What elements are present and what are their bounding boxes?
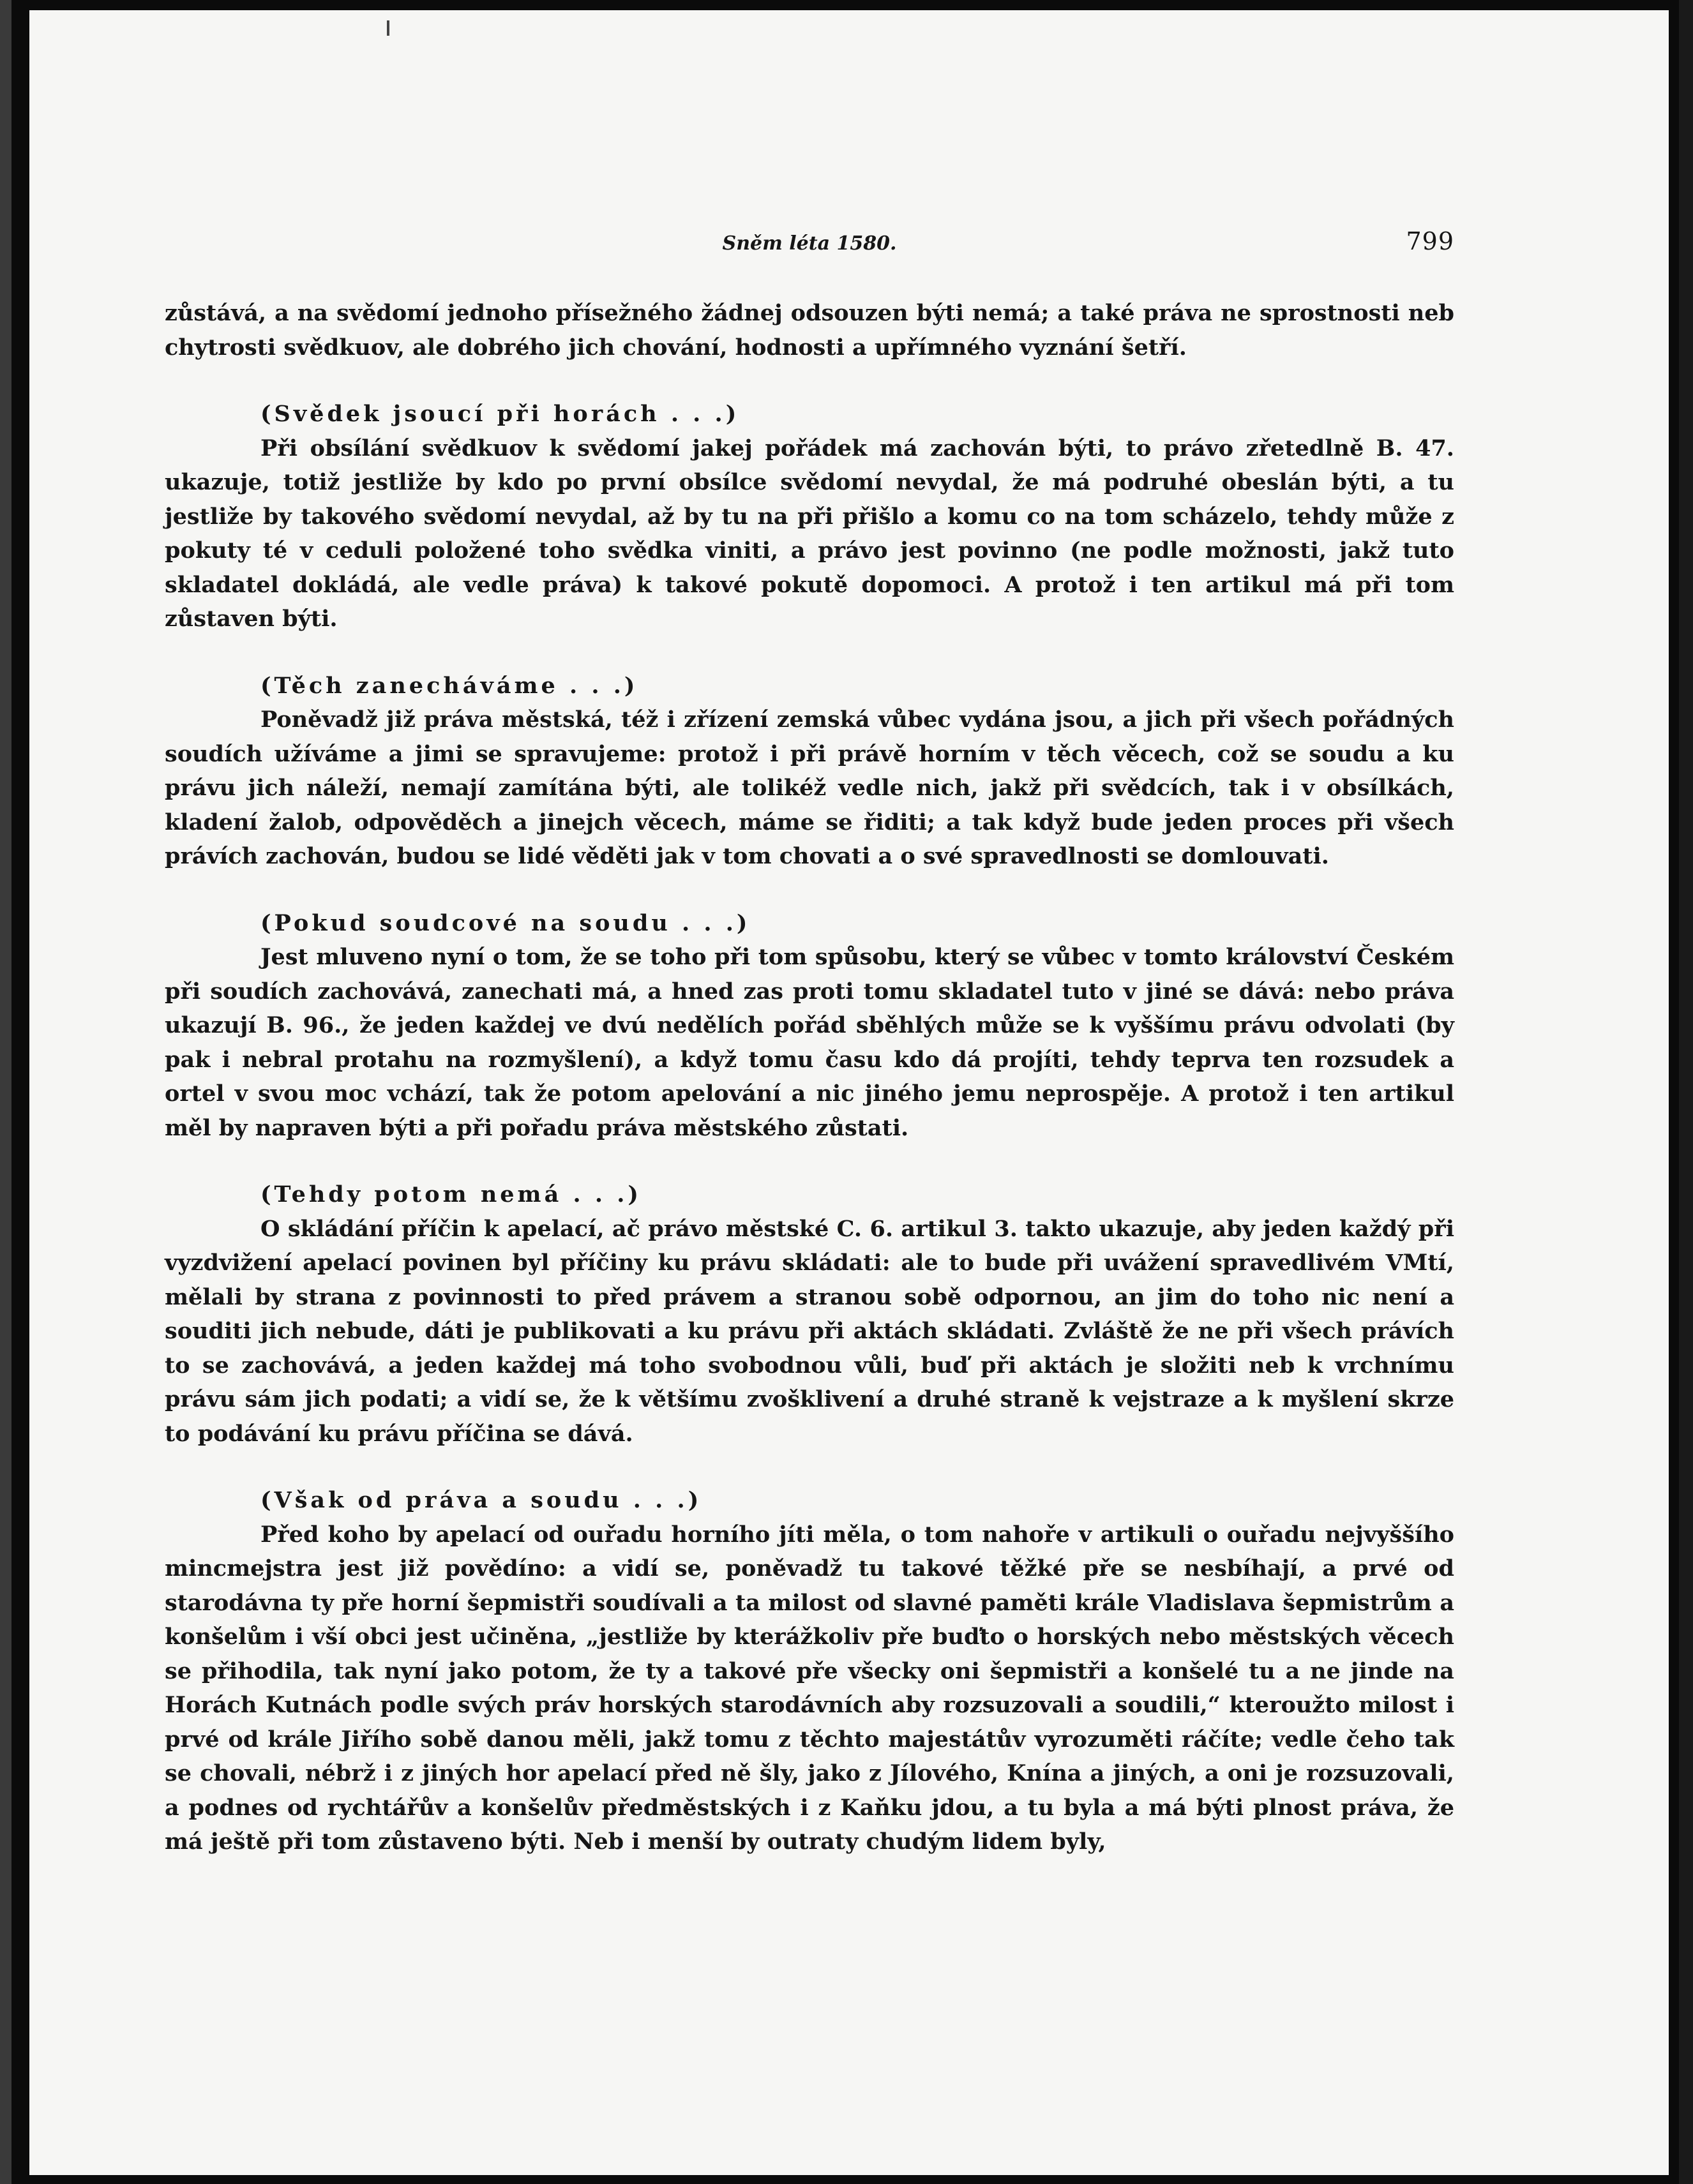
page-number: 799 (1406, 227, 1454, 255)
scanned-page (29, 10, 1669, 2175)
scan-left-edge (0, 0, 11, 2184)
section-svedek (165, 397, 1454, 636)
section-paragraph: Poněvadž již práva městská, též i zřízení zemská vůbec vydána jsou, a jich při všech pořádných soudích užíváme a jimi se spravujeme: protož i při právě horním v těch věcech, což se soudu a ku právu jich náleží, nemají zamítána býti, ale tolikéž vedle nich, jakž při svědcích, tak i v obsílkách, kladení žalob, odpověděch a jinejch věcech, máme se řiditi; a tak když bude jeden proces při všech právích zachován, budou se lidé věděti jak v tom chovati a o své spravedlnosti se domlouvati. (165, 707, 1454, 869)
page-content (165, 227, 1454, 1859)
running-head (165, 227, 1454, 272)
section-heading: (Tehdy potom nemá . . .) (260, 1181, 642, 1208)
section-paragraph: Při obsílání svědkuov k svědomí jakej pořádek má zachován býti, to právo zřetedlně B. 47. ukazuje, totiž jestliže by kdo po první obsílce svědomí nevydal, že má podruhé obeslán býti, a tu jestliže by takového svědomí nevydal, až by tu na při přišlo a komu co na tom scházelo, tehdy může z pokuty té v ceduli položené toho svědka viniti, a právo jest povinno (ne podle možnosti, jakž tuto skladatel dokládá, ale vedle práva) k takové pokutě dopomoci. A protož i ten artikul má při tom zůstaven býti. (165, 435, 1454, 632)
section-paragraph: O skládání příčin k apelací, ač právo městské C. 6. artikul 3. takto ukazuje, aby jeden každý při vyzdvižení apelací povinen byl příčiny ku právu skládati: ale to bude při uvážení spravedlivém VMtí, mělali by strana z povinnosti to před právem a stranou sobě odpornou, an jim do toho nic není a souditi jich nebude, dáti je publikovati a ku právu při aktách skládati. Zvláště že ne při všech právích to se zachovává, a jeden každej má toho svobodnou vůli, buď při aktách je složiti neb k vrchnímu právu sám jich podati; a vidí se, že k většímu zvošklivení a druhé straně k vejstraze a k myšlení skrze to podávání ku právu příčina se dává. (165, 1215, 1454, 1447)
running-title: Sněm léta 1580. (722, 232, 897, 255)
section-heading: (Však od práva a soudu . . .) (260, 1487, 702, 1513)
body-text (165, 296, 1454, 1859)
section-pokud (165, 906, 1454, 1146)
section-tech (165, 669, 1454, 874)
scan-speck (387, 20, 389, 36)
section-vsak (165, 1483, 1454, 1859)
section-heading: (Pokud soudcové na soudu . . .) (260, 909, 751, 936)
section-heading: (Těch zanecháváme . . .) (260, 672, 638, 699)
intro-paragraph: zůstává, a na svědomí jednoho přísežného žádnej odsouzen býti nemá; a také práva ne sprostnosti neb chytrosti svědkuov, ale dobrého jich chování, hodnosti a upřímného vyznání šetří. (165, 300, 1454, 361)
section-heading: (Svědek jsoucí při horách . . .) (260, 401, 740, 427)
section-paragraph: Jest mluveno nyní o tom, že se toho při tom spůsobu, který se vůbec v tomto království Českém při soudích zachovává, zanechati má, a hned zas proti tomu skladatel tuto v jiné se dává: nebo práva ukazují B. 96., že jeden každej ve dvú nedělích pořád sběhlých může se k vyššímu právu odvolati (by pak i nebral protahu na rozmyšlení), a když tomu času kdo dá projíti, tehdy teprva ten rozsudek a ortel v svou moc vchází, tak že potom apelování a nic jiného jemu neprospěje. A protož i ten artikul měl by napraven býti a při pořadu práva městského zůstati. (165, 944, 1454, 1141)
scan-right-edge (1679, 0, 1693, 2184)
section-tehdy (165, 1178, 1454, 1451)
section-paragraph: Před koho by apelací od ouřadu horního jíti měla, o tom nahoře v artikuli o ouřadu nejvyššího mincmejstra jest již povědíno: a vidí se, poněvadž tu takové těžké pře se nesbíhají, a prvé od starodávna ty pře horní šepmistři soudívali a ta milost od slavné paměti krále Vladislava šepmistrům a konšelům i vší obci jest učiněna, „jestliže by kterážkoliv pře buďto o horských nebo městských věcech se přihodila, tak nyní jako potom, že ty a takové pře všecky oni šepmistři a konšelé tu a ne jinde na Horách Kutnách podle svých práv horských starodávních aby rozsuzovali a soudili,“ kteroužto milost i prvé od krále Jiřího sobě danou měli, jakž tomu z těchto majestátův vyrozuměti ráčíte; vedle čeho tak se chovali, nébrž i z jiných hor apelací před ně šly, jako z Jílového, Knína a jiných, a oni je rozsuzovali, a podnes od rychtářův a konšelův předměstských i z Kaňku jdou, a tu byla a má býti plnost práva, že má ještě při tom zůstaveno býti. Neb i menší by outraty chudým lidem byly, (165, 1521, 1454, 1855)
